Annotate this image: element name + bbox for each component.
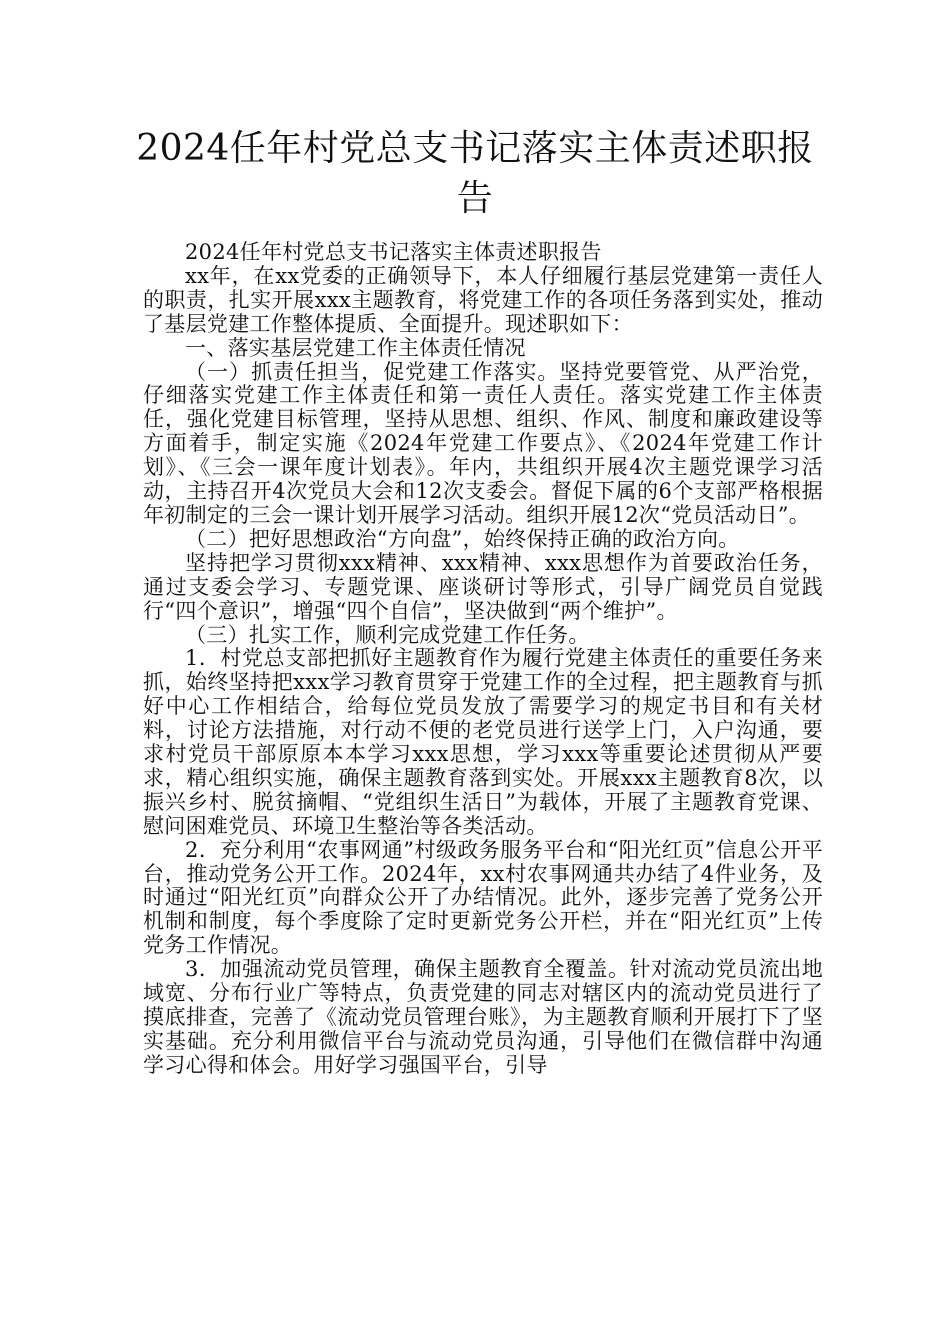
- paragraph-subtitle: 2024任年村党总支书记落实主体责述职报告: [185, 240, 602, 264]
- document-body: [143, 241, 823, 1078]
- paragraph-item-2: 2．充分利用“农事网通”村级政务服务平台和“阳光红页”信息公开平台，推动党务公开工作。2024年，xx村农事网通共办结了4件业务，及时通过“阳光红页”向群众公开了办结情况。此外，逐步完善了党务公开机制和制度，每个季度除了定时更新党务公开栏，并在“阳光红页”上传党务工作情况。: [143, 837, 823, 958]
- subheading-ideology: （二）把好思想政治“方向盘”，始终保持正确的政治方向。: [185, 526, 740, 551]
- paragraph-item-1: 1．村党总支部把抓好主题教育作为履行党建主体责任的重要任务来抓，始终坚持把xxx学习教育贯穿于党建工作的全过程，把主题教育与抓好中心工作相结合，给每位党员发放了需要学习的规定书目和有关材料，讨论方法措施，对行动不便的老党员进行送学上门，入户沟通，要求村党员干部原原本本学习xxx思想，学习xxx等重要论述贯彻从严要求，精心组织实施，确保主题教育落到实处。开展xxx主题教育8次，以振兴乡村、脱贫摘帽、“党组织生活日”为载体，开展了主题教育党课、慰问困难党员、环境卫生整治等各类活动。: [143, 646, 823, 838]
- subheading-tasks: （三）扎实工作，顺利完成党建工作任务。: [185, 622, 590, 647]
- paragraph-item-3: 3．加强流动党员管理，确保主题教育全覆盖。针对流动党员流出地域宽、分布行业广等特点，负责党建的同志对辖区内的流动党员进行了摸底排查，完善了《流动党员管理台账》，为主题教育顺利开展打下了坚实基础。充分利用微信平台与流动党员沟通，引导他们在微信群中沟通学习心得和体会。用好学习强国平台，引导: [143, 957, 823, 1077]
- document-title: 2024任年村党总支书记落实主体责述职报告: [136, 128, 814, 219]
- paragraph-responsibility: （一）抓责任担当，促党建工作落实。坚持党要管党、从严治党，仔细落实党建工作主体责任和第一责任人责任。落实党建工作主体责任，强化党建目标管理，坚持从思想、组织、作风、制度和廉政建设等方面着手，制定实施《2024年党建工作要点》、《2024年党建工作计划》、《三会一课年度计划表》。年内，共组织开展4次主题党课学习活动，主持召开4次党员大会和12次支委会。督促下属的6个支部严格根据年初制定的三会一课计划开展学习活动。组织开展12次“党员活动日”。: [143, 359, 823, 527]
- paragraph-intro: xx年，在xx党委的正确领导下，本人仔细履行基层党建第一责任人的职责，扎实开展xxx主题教育，将党建工作的各项任务落到实处，推动了基层党建工作整体提质、全面提升。现述职如下：: [143, 263, 823, 336]
- paragraph-ideology: 坚持把学习贯彻xxx精神、xxx精神、xxx思想作为首要政治任务，通过支委会学习、专题党课、座谈研讨等形式，引导广阔党员自觉践行“四个意识”，增强“四个自信”，坚决做到“两个维护”。: [143, 550, 823, 623]
- section-heading-1: 一、落实基层党建工作主体责任情况: [185, 335, 526, 360]
